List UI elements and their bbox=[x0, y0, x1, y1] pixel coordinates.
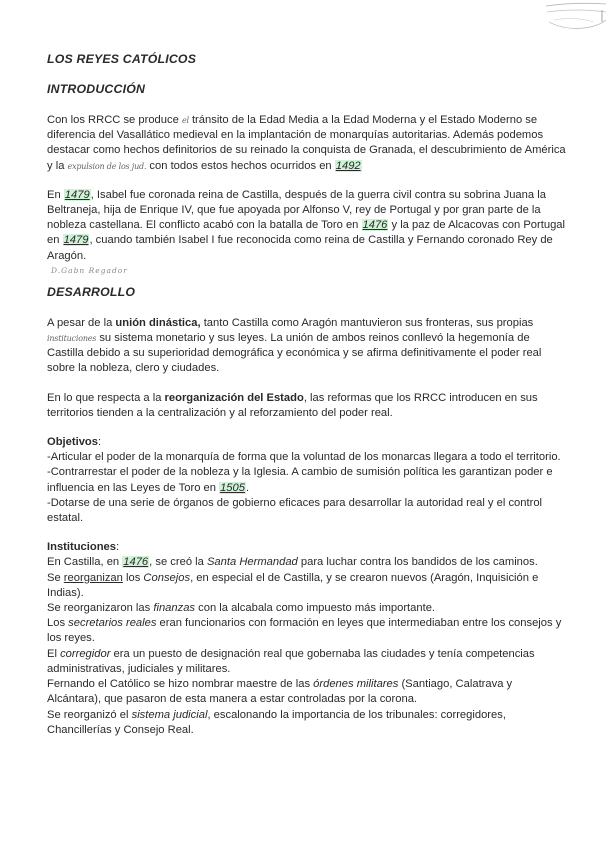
objetivos-heading bbox=[47, 435, 567, 450]
section-heading-introduccion: INTRODUCCIÓN bbox=[47, 82, 146, 96]
text: El bbox=[47, 647, 61, 660]
institucion-item bbox=[47, 616, 567, 646]
text: Los bbox=[47, 617, 69, 630]
italic-term: órdenes militares bbox=[313, 678, 399, 691]
text: su sistema monetario y sus leyes. La unión de ambos reinos conllevó la hegemonía de Castilla debido a su superioridad demográfica y económica y se afirma definitivamente el poder real sobre la nobleza, clero y ciudades. bbox=[47, 332, 542, 375]
objetivo-item bbox=[47, 465, 567, 495]
intro-paragraph-1 bbox=[47, 113, 567, 174]
text: . bbox=[245, 481, 250, 494]
text: En bbox=[47, 188, 64, 201]
italic-term: Santa Hermandad bbox=[206, 556, 298, 569]
text: , escalonando la importancia de los tribunales: corregidores, Chancillerías y Consejo Real. bbox=[47, 708, 506, 736]
handwritten-note: D.Gabn Regador bbox=[51, 265, 128, 275]
desarrollo-paragraph-1 bbox=[47, 316, 567, 377]
institucion-item bbox=[47, 677, 567, 707]
text: , las reformas que los RRCC introducen en sus territorios tienden a la centralización y al reforzamiento del poder real. bbox=[47, 391, 538, 419]
text: , cuando también Isabel I fue reconocida como reina de Castilla y Fernando coronado Rey de Aragón. bbox=[47, 234, 553, 262]
text: Se reorganizaron las bbox=[47, 602, 154, 615]
text: con la alcabala como impuesto más importante. bbox=[195, 602, 436, 615]
handwritten-insert: instituciones bbox=[47, 334, 97, 344]
section-heading-desarrollo: DESARROLLO bbox=[47, 284, 136, 299]
text: para luchar contra los bandidos de los caminos. bbox=[297, 556, 538, 569]
page-corner-scribble bbox=[544, 0, 610, 34]
highlighted-year: 1479 bbox=[64, 188, 90, 201]
handwritten-insert: expulsion de los jud. bbox=[67, 161, 147, 171]
highlighted-year: 1505 bbox=[220, 481, 245, 494]
document-page bbox=[47, 52, 567, 738]
italic-term: corregidor bbox=[60, 647, 111, 660]
highlighted-year: 1476 bbox=[362, 219, 388, 232]
text: y la paz de Alcacovas con Portugal en bbox=[47, 219, 566, 247]
text: tanto Castilla como Aragón mantuvieron sus fronteras, sus propias bbox=[200, 316, 534, 329]
italic-term: sistema judicial bbox=[131, 708, 208, 721]
institucion-item bbox=[47, 571, 567, 601]
bold-term: reorganización del Estado bbox=[164, 391, 304, 404]
italic-term: Consejos bbox=[143, 571, 191, 584]
italic-term: secretarios reales bbox=[68, 617, 157, 630]
intro-paragraph-2 bbox=[47, 188, 567, 264]
underlined-term: reorganizan bbox=[63, 571, 123, 584]
highlighted-year: 1479 bbox=[63, 234, 89, 247]
text: Fernando el Católico se hizo nombrar maestre de las bbox=[47, 678, 314, 691]
objetivo-item: -Articular el poder de la monarquía de forma que la voluntad de los monarcas llegara a todo el territorio. bbox=[47, 451, 561, 464]
text: (Santiago, Calatrava y Alcántara), que pasaron de esta manera a estar controladas por la corona. bbox=[47, 678, 513, 706]
desarrollo-paragraph-2 bbox=[47, 391, 567, 421]
text: los bbox=[122, 571, 144, 584]
highlighted-year: 1492 bbox=[335, 159, 361, 172]
text: : bbox=[97, 436, 102, 449]
text: -Contrarrestar el poder de la nobleza y la Iglesia. A cambio de sumisión política les garantizan poder e influencia en las Leyes de Toro en bbox=[47, 466, 553, 494]
italic-term: finanzas bbox=[153, 602, 196, 615]
institucion-item bbox=[47, 708, 567, 738]
objetivo-item: -Dotarse de una serie de órganos de gobierno eficaces para desarrollar la autoridad real y el control estatal. bbox=[47, 496, 543, 525]
text: , en especial el de Castilla, y se crearon nuevos (Aragón, Inquisición e Indias). bbox=[47, 571, 539, 599]
text: Se bbox=[47, 571, 64, 584]
handwritten-insert: el bbox=[181, 116, 189, 125]
text: Se reorganizó el bbox=[47, 708, 132, 721]
text: , Isabel fue coronada reina de Castilla, después de la guerra civil contra su sobrina Juana la Beltraneja, hija de Enrique IV, que fue apoyada por Alfonso V, rey de Portugal y por gran parte de la nobleza castellana. El conflicto acabó con la batalla de Toro en bbox=[47, 188, 546, 232]
text: , se creó la bbox=[149, 556, 207, 569]
instituciones-heading bbox=[47, 540, 567, 555]
text: Con los RRCC se produce bbox=[47, 114, 182, 126]
document-title: LOS REYES CATÓLICOS bbox=[47, 52, 197, 66]
institucion-item bbox=[47, 555, 567, 570]
text: eran funcionarios con formación en leyes que intermediaban entre los consejos y los reyes. bbox=[47, 617, 562, 645]
highlighted-year: 1476 bbox=[123, 556, 149, 569]
text: En lo que respecta a la bbox=[47, 391, 165, 404]
subheading: Objetivos bbox=[47, 436, 98, 449]
text: era un puesto de designación real que gobernaba las ciudades y tenía competencias administrativas, judiciales y militares. bbox=[47, 647, 535, 675]
subheading: Instituciones bbox=[47, 541, 116, 554]
text: A pesar de la bbox=[47, 316, 116, 329]
text: En Castilla, en bbox=[47, 556, 123, 569]
institucion-item bbox=[47, 647, 567, 677]
bold-term: unión dinástica, bbox=[115, 316, 201, 329]
text: tránsito de la Edad Media a la Edad Moderna y el Estado Moderno se diferencia del Vasallático medieval en la implantación de monarquías autoritarias. Además podemos destacar como hechos definitorios de su reinado la conquista de Granada, el descubrimiento de América y la bbox=[47, 114, 566, 172]
text: con todos estos hechos ocurridos en bbox=[146, 159, 335, 172]
text: : bbox=[116, 541, 120, 554]
institucion-item bbox=[47, 601, 567, 616]
